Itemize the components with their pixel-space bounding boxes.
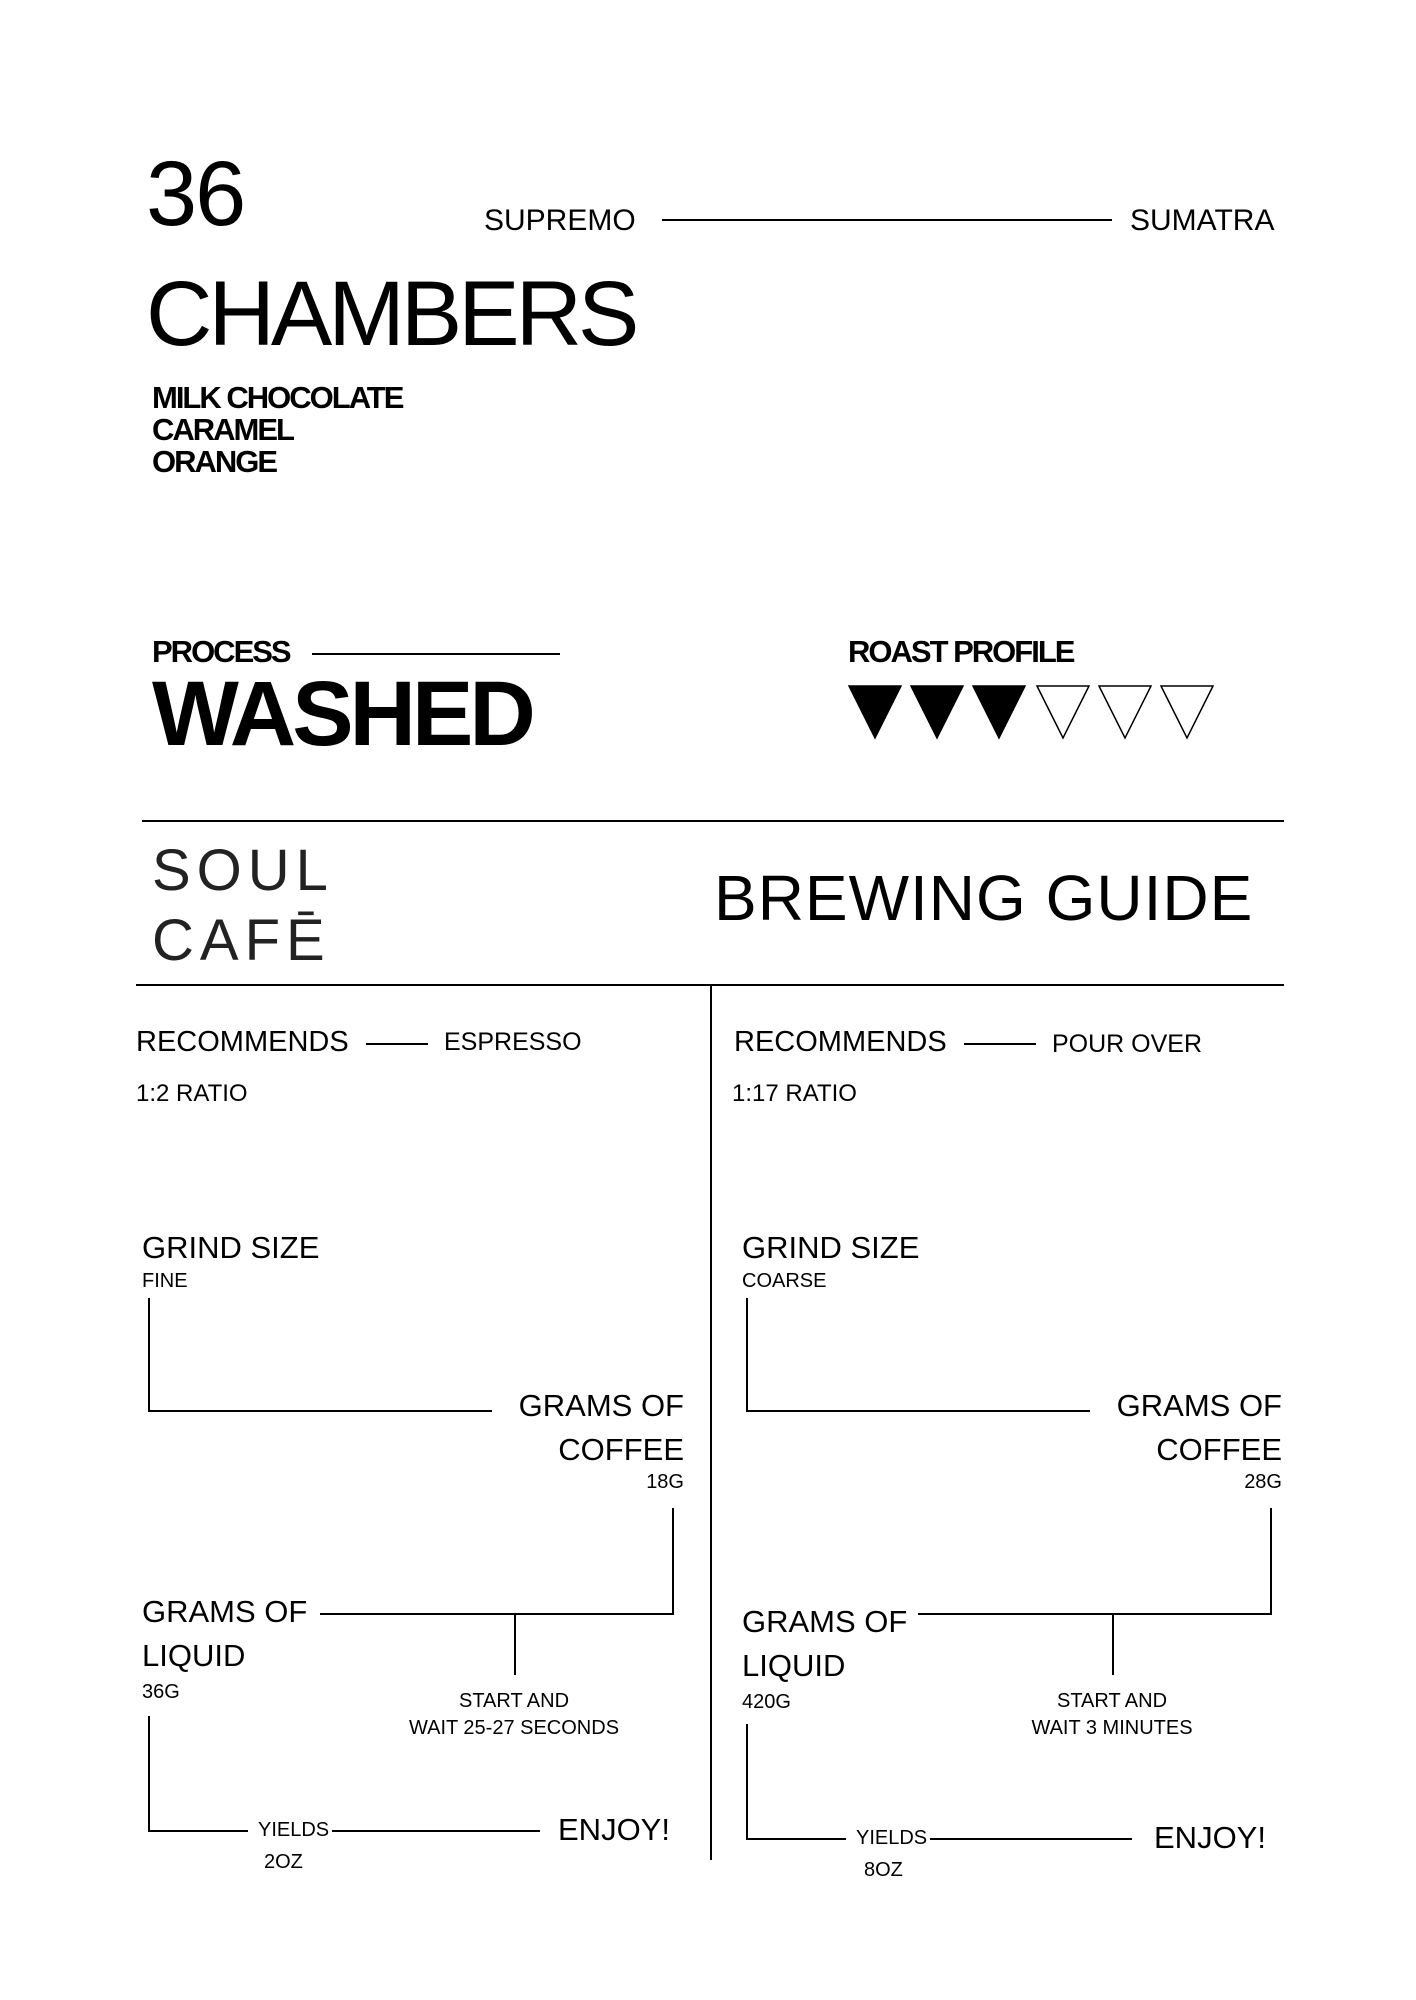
roast-profile-label: ROAST PROFILE: [848, 634, 1074, 669]
pourover-connector: [1270, 1508, 1272, 1615]
tasting-note: CARAMEL: [152, 412, 293, 447]
espresso-yields-value: 2OZ: [264, 1851, 303, 1873]
coffee-name-line2: CHAMBERS: [146, 263, 636, 365]
espresso-connector: [332, 1830, 540, 1832]
tasting-note: MILK CHOCOLATE: [152, 380, 403, 415]
pourover-liquid-value: 420G: [742, 1691, 791, 1713]
pourover-liquid-label-line1: GRAMS OF: [742, 1604, 908, 1639]
pourover-liquid-label: [742, 1600, 907, 1688]
espresso-connector: [148, 1830, 248, 1832]
espresso-grind-label: GRIND SIZE: [142, 1230, 320, 1265]
pourover-connector: [930, 1838, 1132, 1840]
pourover-wait-line1: START AND: [1056, 1690, 1168, 1712]
roast-profile-triangles: [848, 684, 1218, 740]
espresso-recommends-label: RECOMMENDS: [136, 1026, 349, 1058]
column-divider: [710, 984, 712, 1860]
espresso-connector: [148, 1716, 150, 1832]
brand-logo: [152, 836, 334, 976]
pourover-ratio: 1:17 RATIO: [732, 1080, 857, 1107]
pourover-coffee-label: [1082, 1384, 1282, 1472]
brewing-guide-title: BREWING GUIDE: [714, 862, 1254, 934]
process-label: PROCESS: [152, 634, 290, 669]
pourover-coffee-label-line2: COFFEE: [1156, 1432, 1282, 1467]
espresso-coffee-value: 18G: [646, 1471, 684, 1493]
pourover-connector: [746, 1838, 846, 1840]
section-divider-top: [142, 820, 1284, 822]
pourover-yields-value: 8OZ: [864, 1859, 903, 1881]
pourover-coffee-label-line1: GRAMS OF: [1116, 1388, 1282, 1423]
pourover-connector: [746, 1724, 748, 1840]
pourover-grind-label: GRIND SIZE: [742, 1230, 920, 1265]
espresso-connector: [514, 1613, 516, 1675]
pourover-connector: [746, 1410, 1090, 1412]
espresso-wait-line1: START AND: [458, 1690, 570, 1712]
espresso-connector: [148, 1410, 492, 1412]
pourover-liquid-label-line2: LIQUID: [742, 1648, 846, 1683]
roast-triangle: [1099, 686, 1151, 738]
coffee-name-line1: 36: [146, 143, 245, 245]
espresso-liquid-value: 36G: [142, 1681, 180, 1703]
espresso-coffee-label: [484, 1384, 684, 1472]
roast-triangle: [973, 686, 1025, 738]
brand-line1: SOUL: [152, 838, 334, 903]
espresso-method: ESPRESSO: [444, 1028, 582, 1056]
espresso-coffee-label-line2: COFFEE: [558, 1432, 684, 1467]
espresso-grind-value: FINE: [142, 1270, 188, 1292]
origin-divider: [662, 219, 1112, 221]
brand-line2: CAFĒ: [152, 908, 331, 973]
espresso-connector: [148, 1298, 150, 1412]
pourover-wait: [972, 1688, 1252, 1742]
espresso-wait: [374, 1688, 654, 1742]
pourover-connector: [918, 1613, 1272, 1615]
espresso-recommends-divider: [366, 1043, 428, 1045]
pourover-grind-value: COARSE: [742, 1270, 827, 1292]
pourover-method: POUR OVER: [1052, 1030, 1203, 1058]
tasting-note: ORANGE: [152, 444, 277, 479]
espresso-connector: [320, 1613, 674, 1615]
roast-triangle: [849, 686, 901, 738]
roast-triangle: [1161, 686, 1213, 738]
pourover-connector: [1112, 1613, 1114, 1675]
pourover-enjoy: ENJOY!: [1154, 1820, 1266, 1855]
process-value: WASHED: [152, 663, 532, 765]
espresso-liquid-label-line1: GRAMS OF: [142, 1594, 308, 1629]
espresso-liquid-label-line2: LIQUID: [142, 1638, 246, 1673]
roast-triangle: [911, 686, 963, 738]
espresso-yields-label: YIELDS: [258, 1819, 330, 1841]
region-label: SUMATRA: [1130, 204, 1275, 237]
tasting-notes: [152, 382, 402, 478]
process-divider: [312, 653, 560, 655]
grade-label: SUPREMO: [484, 204, 636, 237]
pourover-coffee-value: 28G: [1244, 1471, 1282, 1493]
pourover-recommends-label: RECOMMENDS: [734, 1026, 947, 1058]
espresso-wait-line2: WAIT 25-27 SECONDS: [408, 1717, 620, 1739]
espresso-enjoy: ENJOY!: [558, 1812, 670, 1847]
espresso-connector: [672, 1508, 674, 1615]
espresso-ratio: 1:2 RATIO: [136, 1080, 248, 1107]
pourover-wait-line2: WAIT 3 MINUTES: [1031, 1717, 1193, 1739]
pourover-yields-label: YIELDS: [856, 1827, 928, 1849]
roast-triangle: [1037, 686, 1089, 738]
espresso-coffee-label-line1: GRAMS OF: [518, 1388, 684, 1423]
pourover-connector: [746, 1298, 748, 1412]
espresso-liquid-label: [142, 1590, 307, 1678]
pourover-recommends-divider: [964, 1043, 1036, 1045]
